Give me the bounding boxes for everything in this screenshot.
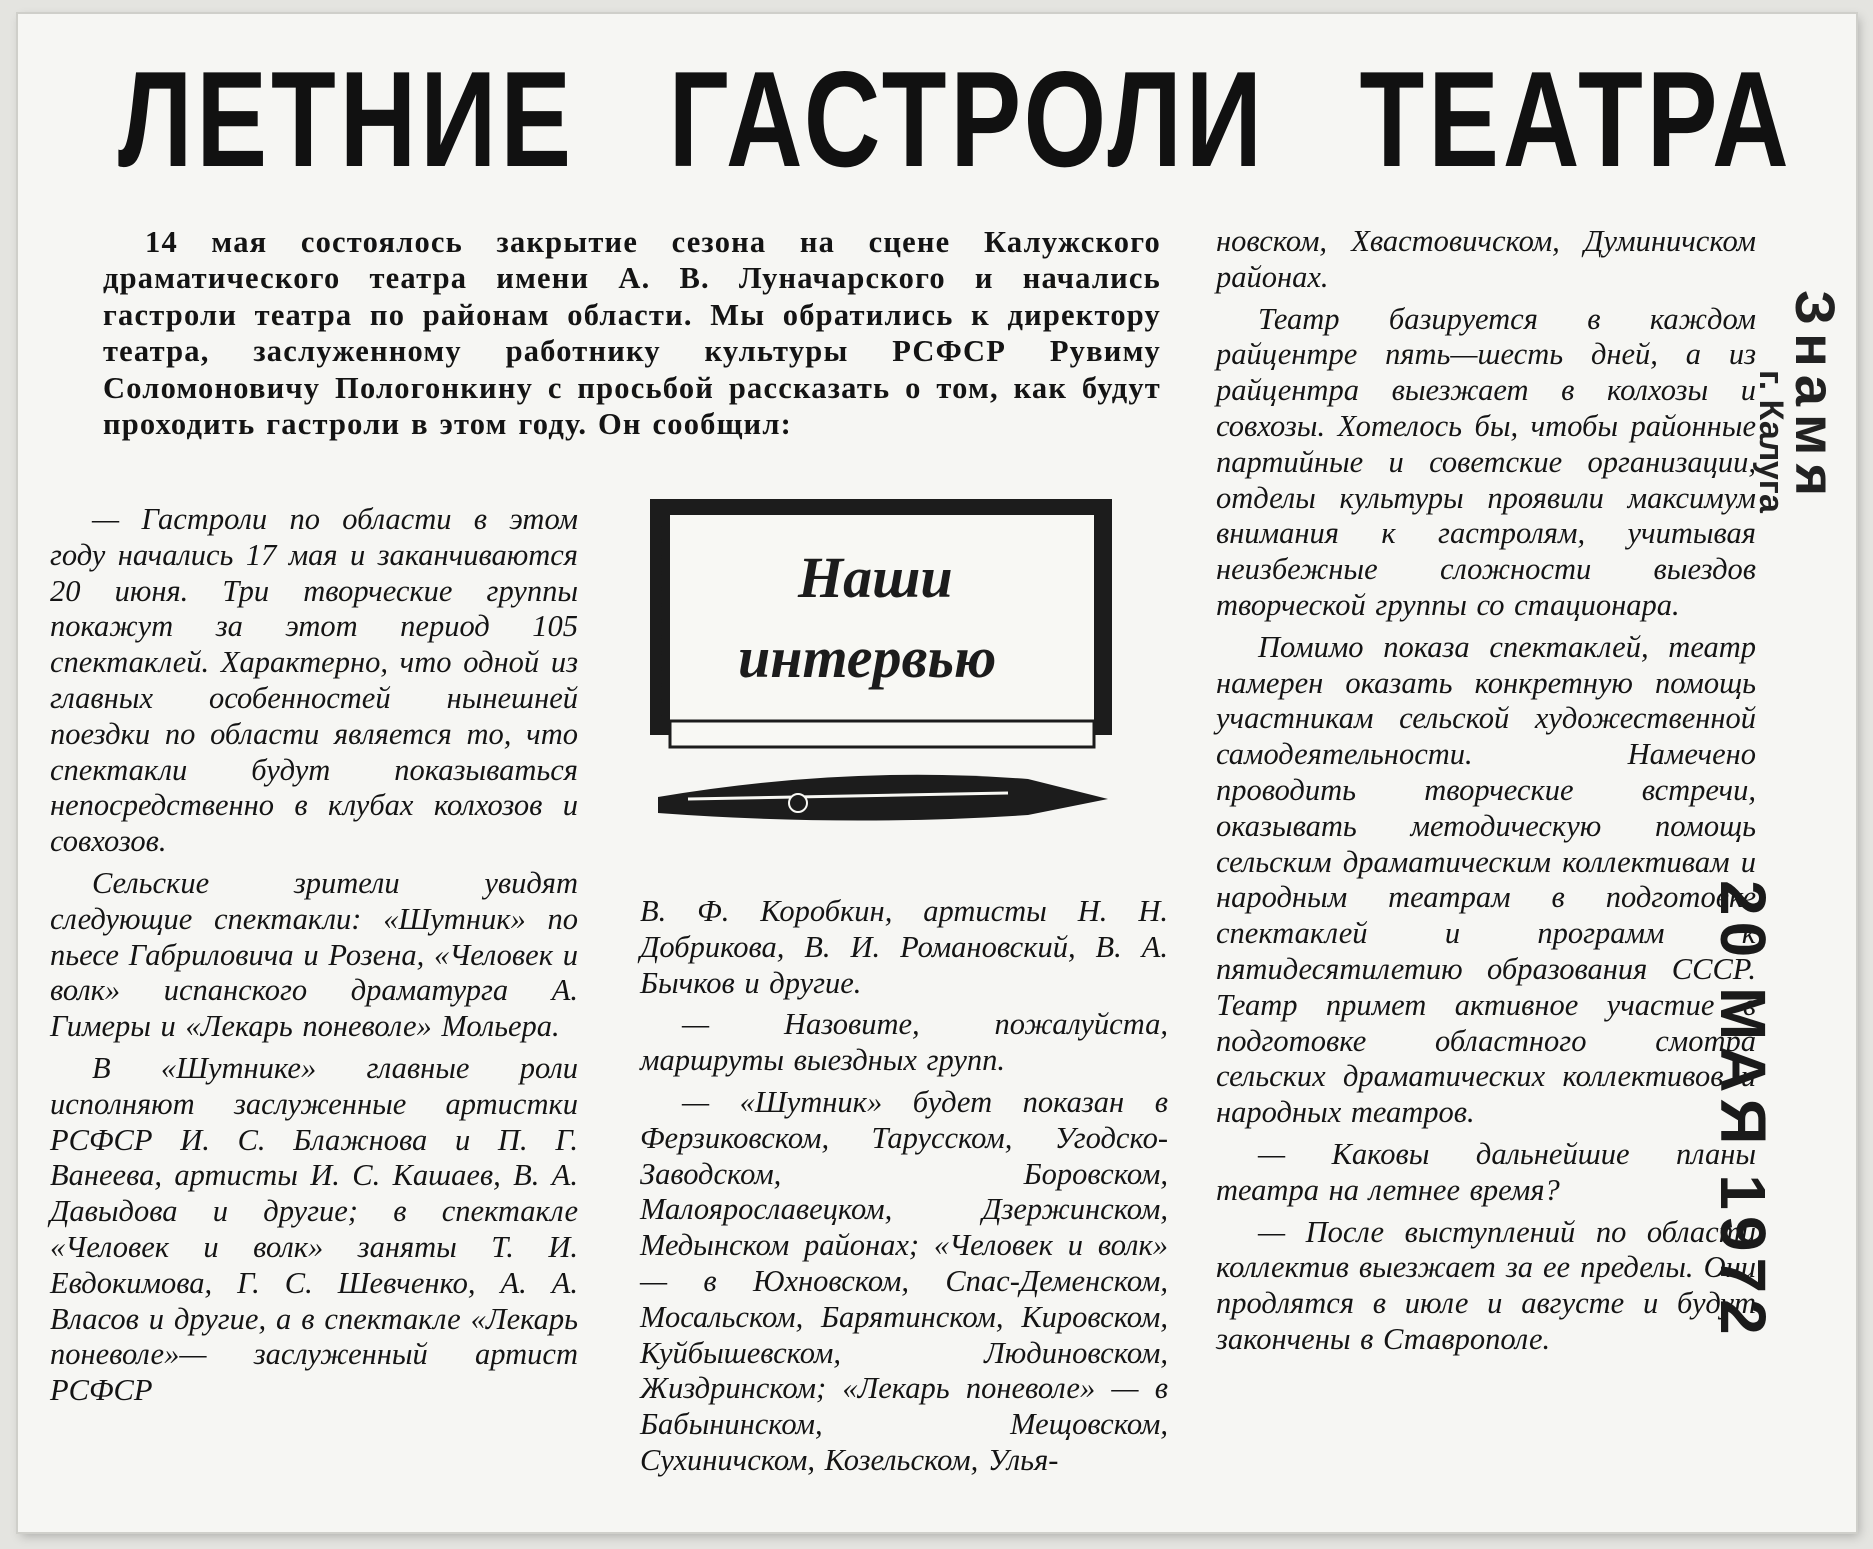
paragraph: новском, Хвастовичском, Думиничском районах. xyxy=(1216,224,1756,294)
pen-icon xyxy=(658,775,1108,821)
paragraph: Помимо показа спектаклей, театр намерен оказать конкретную помощь участникам сельской художественной самодеятельности. Намечено проводить творческие встречи, оказывать методическую помощь сельским драматическим коллективам и народным театрам в подготовке спектаклей и программ к пятидесятилетию образования СССР. Театр примет активное участие в подготовке областного смотра сельских драматических коллективов и народных театров. xyxy=(1216,629,1756,1130)
rubric-line1: Наши xyxy=(798,545,953,610)
paragraph: — Каковы дальнейшие планы театра на летнее время? xyxy=(1216,1136,1756,1207)
stamp-city: г. Калуга xyxy=(1752,370,1790,513)
rubric-line2: интервью xyxy=(738,625,997,690)
column-1 xyxy=(50,502,578,1415)
headline-word: ТЕАТРА xyxy=(1359,43,1793,195)
newspaper-clipping xyxy=(18,14,1856,1532)
headline xyxy=(118,43,1793,195)
headline-word: ГАСТРОЛИ xyxy=(668,43,1266,195)
paragraph: — «Шутник» будет показан в Ферзиковском, Тарусском, Угодско-Заводском, Боровском, Малоярославецком, Дзержинском, Медынском районах; «Человек и волк» — в Юхновском, Спас-Деменском, Мосальском, Барятинском, Кировском, Куйбышевском, Людиновском, Жиздринском; «Лекарь поневоле» — в Бабынинском, Мещовском, Сухиничском, Козельском, Улья- xyxy=(640,1084,1168,1477)
notepad-icon xyxy=(650,499,1112,747)
stamp-newspaper: Знамя xyxy=(1784,290,1847,505)
column-3 xyxy=(1216,224,1756,1364)
paragraph: В «Шутнике» главные роли исполняют заслуженные артистки РСФСР И. С. Блажнова и П. Г. Ванеева, артисты И. С. Кашаев, В. А. Давыдова и другие; в спектакле «Человек и волк» заняты Т. И. Евдокимова, Г. С. Шевченко, А. А. Власов и другие, а в спектакле «Лекарь поневоле»— заслуженный артист РСФСР xyxy=(50,1050,578,1408)
lead-paragraph xyxy=(103,224,1161,448)
paragraph: — После выступлений по области коллектив выезжает за ее пределы. Они продлятся в июле и августе и будут закончены в Ставрополе. xyxy=(1216,1214,1756,1356)
paragraph: В. Ф. Коробкин, артисты Н. Н. Добрикова, В. И. Романовский, В. А. Бычков и другие. xyxy=(640,894,1168,1000)
paragraph: — Назовите, пожалуйста, маршруты выездных групп. xyxy=(640,1007,1168,1078)
headline-word: ЛЕТНИЕ xyxy=(118,43,575,195)
lead-text: 14 мая состоялось закрытие сезона на сцене Калужского драматического театра имени А. В. Луначарского и начались гастроли театра по районам области. Мы обратились к директору театра, заслуженному работнику культуры РСФСР Рувиму Соломоновичу Пологонкину с просьбой рассказать о том, как будут проходить гастроли в этом году. Он сообщил: xyxy=(103,225,1161,442)
paragraph: Сельские зрители увидят следующие спектакли: «Шутник» по пьесе Габриловича и Розена, «Человек и волк» испанского драматурга А. Гимеры и «Лекарь поневоле» Мольера. xyxy=(50,865,578,1044)
paragraph: Театр базируется в каждом райцентре пять—шесть дней, а из райцентра выезжает в колхозы и совхозы. Хотелось бы, чтобы районные партийные и советские организации, отделы культуры проявили максимум внимания к гастролям, учитывая неизбежные сложности выездов творческой группы со стационара. xyxy=(1216,301,1756,622)
date-stamp: 20 МАЯ 1972 xyxy=(1707,880,1779,1341)
column-2 xyxy=(640,894,1168,1485)
rubric-logo xyxy=(648,497,1118,857)
paragraph: — Гастроли по области в этом году начались 17 мая и заканчиваются 20 июня. Три творческие группы покажут за этот период 105 спектаклей. Характерно, что одной из главных особенностей нынешней поездки по области является то, что спектакли будут показываться непосредственно в клубах колхозов и совхозов. xyxy=(50,502,578,859)
